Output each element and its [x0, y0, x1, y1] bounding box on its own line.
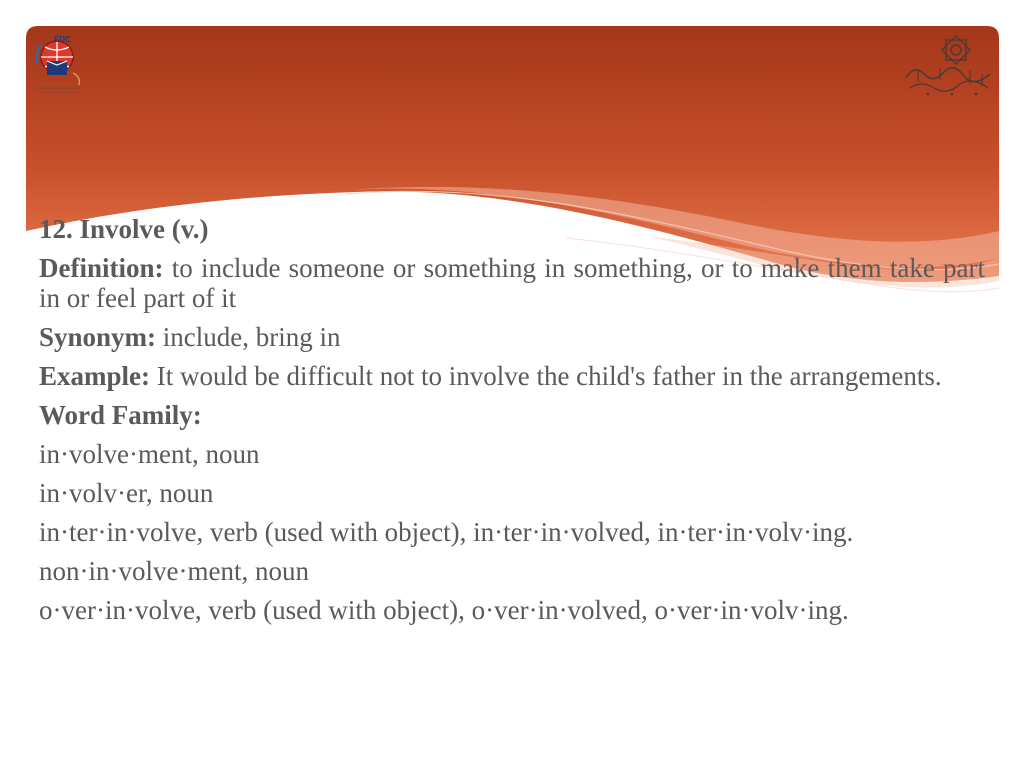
- definition-label: Definition:: [39, 253, 164, 283]
- word-family-item: in·volv·er, noun: [39, 478, 214, 508]
- word-family-item: in·ter·in·volve, verb (used with object), in·ter·in·volved, in·ter·in·volv·ing.: [39, 517, 854, 547]
- word-family-item: in·volve·ment, noun: [39, 439, 260, 469]
- example-paragraph: [39, 361, 985, 391]
- slide-body: [39, 214, 985, 634]
- edc-logo-text: EDC: [54, 35, 71, 44]
- university-calligraphy-logo: [900, 34, 996, 100]
- edc-logo: [33, 33, 87, 95]
- word-family-label: Word Family:: [39, 400, 202, 430]
- word-family-item: non·in·volve·ment, noun: [39, 556, 309, 586]
- synonym-label: Synonym:: [39, 322, 157, 352]
- synonym-text: include, bring in: [156, 322, 341, 352]
- synonym-paragraph: [39, 322, 985, 352]
- definition-paragraph: [39, 253, 985, 313]
- example-label: Example:: [39, 361, 150, 391]
- slide-heading: 12. Involve (v.): [39, 214, 209, 244]
- word-family-item: o·ver·in·volve, verb (used with object), o·ver·in·volved, o·ver·in·volv·ing.: [39, 595, 849, 625]
- definition-text: to include someone or something in something, or to make them take part in or feel part of it: [39, 253, 985, 313]
- example-text: It would be difficult not to involve the child's father in the arrangements.: [150, 361, 942, 391]
